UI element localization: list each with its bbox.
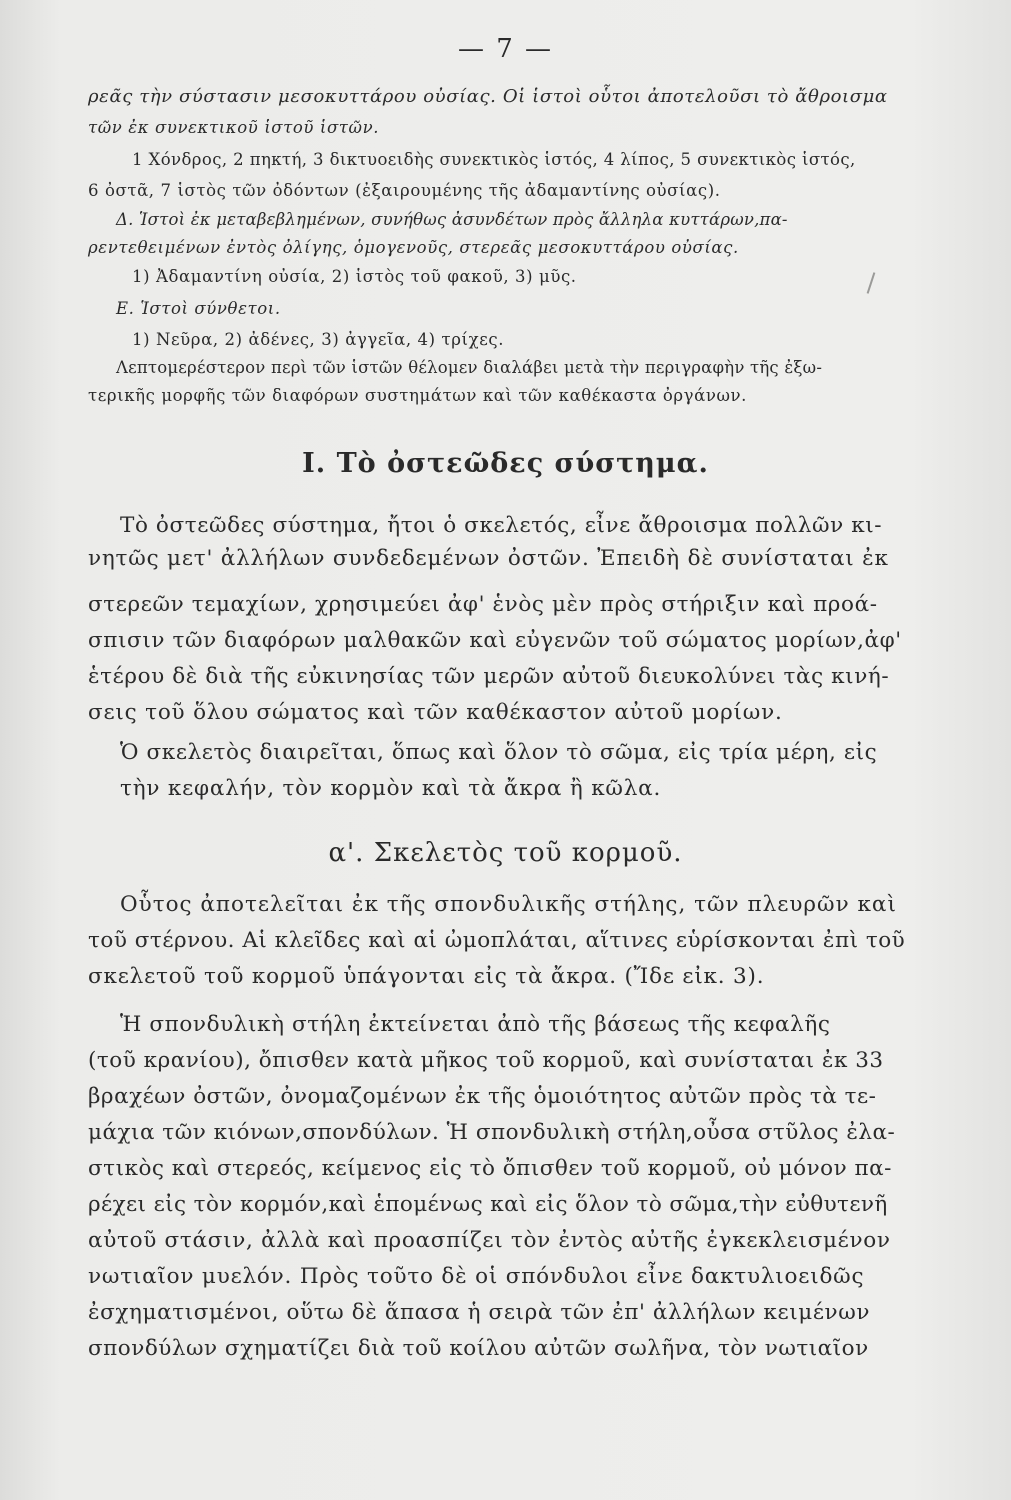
text-line: ἑτέρου δὲ διὰ τῆς εὐκινησίας τῶν μερῶν αὐτοῦ διευκολύνει τὰς κινή- xyxy=(88,664,890,689)
text-line: βραχέων ὀστῶν, ὀνομαζομένων ἐκ τῆς ὁμοιότητος αὐτῶν πρὸς τὰ τε- xyxy=(88,1084,877,1109)
text-line: στικὸς καὶ στερεός, κείμενος εἰς τὸ ὄπισθεν τοῦ κορμοῦ, οὐ μόνον πα- xyxy=(88,1156,892,1181)
text-line: 1) Ἀδαμαντίνη οὐσία, 2) ἱστὸς τοῦ φακοῦ, 3) μῦς. xyxy=(132,267,577,286)
text-line: τῶν ἐκ συνεκτικοῦ ἱστοῦ ἱστῶν. xyxy=(88,118,380,137)
text-line: τὴν κεφαλήν, τὸν κορμὸν καὶ τὰ ἄκρα ἢ κῶλα. xyxy=(120,776,662,801)
text-line: Ε. Ἱστοὶ σύνθετοι. xyxy=(116,299,281,318)
page-number: — 7 — xyxy=(457,34,554,64)
pen-mark xyxy=(867,272,876,294)
text-line: Οὗτος ἀποτελεῖται ἐκ τῆς σπονδυλικῆς στήλης, τῶν πλευρῶν καὶ xyxy=(120,892,897,917)
text-line: Ὁ σκελετὸς διαιρεῖται, ὅπως καὶ ὅλον τὸ σῶμα, εἰς τρία μέρη, εἰς xyxy=(120,740,878,765)
section-heading: I. Τὸ ὀστεῶδες σύστημα. xyxy=(302,448,709,479)
text-line: ἐσχηματισμένοι, οὕτω δὲ ἅπασα ἡ σειρὰ τῶν ἐπ' ἀλλήλων κειμένων xyxy=(88,1300,871,1325)
text-line: σπονδύλων σχηματίζει διὰ τοῦ κοίλου αὐτῶν σωλῆνα, τὸν νωτιαῖον xyxy=(88,1336,869,1361)
text-line: μάχια τῶν κιόνων,σπονδύλων. Ἡ σπονδυλικὴ στήλη,οὖσα στῦλος ἐλα- xyxy=(88,1120,896,1145)
text-line: Τὸ ὀστεῶδες σύστημα, ἤτοι ὁ σκελετός, εἶνε ἄθροισμα πολλῶν κι- xyxy=(120,513,883,538)
subsection-heading: α'. Σκελετὸς τοῦ κορμοῦ. xyxy=(328,838,683,868)
text-line: σπισιν τῶν διαφόρων μαλθακῶν καὶ εὐγενῶν τοῦ σώματος μορίων,ἀφ' xyxy=(88,628,902,653)
text-line: τοῦ στέρνου. Αἱ κλεῖδες καὶ αἱ ὠμοπλάται, αἵτινες εὑρίσκονται ἐπὶ τοῦ xyxy=(88,928,906,953)
text-line: νωτιαῖον μυελόν. Πρὸς τοῦτο δὲ οἱ σπόνδυλοι εἶνε δακτυλιοειδῶς xyxy=(88,1264,865,1289)
text-line: 1) Νεῦρα, 2) ἀδένες, 3) ἀγγεῖα, 4) τρίχες. xyxy=(132,330,505,349)
text-line: σεις τοῦ ὅλου σώματος καὶ τῶν καθέκαστον αὐτοῦ μορίων. xyxy=(88,700,783,725)
text-line: ρεντεθειμένων ἐντὸς ὀλίγης, ὁμογενοῦς, στερεᾶς μεσοκυττάρου οὐσίας. xyxy=(88,238,739,257)
text-line: ρεᾶς τὴν σύστασιν μεσοκυττάρου οὐσίας. Οἱ ἱστοὶ οὗτοι ἀποτελοῦσι τὸ ἄθροισμα xyxy=(88,86,888,107)
text-line: 6 ὀστᾶ, 7 ἱστὸς τῶν ὀδόντων (ἐξαιρουμένης τῆς ἀδαμαντίνης οὐσίας). xyxy=(88,181,721,200)
text-line: ρέχει εἰς τὸν κορμόν,καὶ ἑπομένως καὶ εἰς ὅλον τὸ σῶμα,τὴν εὐθυτενῆ xyxy=(88,1192,888,1217)
text-line: (τοῦ κρανίου), ὄπισθεν κατὰ μῆκος τοῦ κορμοῦ, καὶ συνίσταται ἐκ 33 xyxy=(88,1048,884,1073)
text-line: αὐτοῦ στάσιν, ἀλλὰ καὶ προασπίζει τὸν ἐντὸς αὐτῆς ἐγκεκλεισμένον xyxy=(88,1228,891,1253)
text-line: σκελετοῦ τοῦ κορμοῦ ὑπάγονται εἰς τὰ ἄκρα. (Ἴδε εἰκ. 3). xyxy=(88,964,765,989)
text-line: Ἡ σπονδυλικὴ στήλη ἐκτείνεται ἀπὸ τῆς βάσεως τῆς κεφαλῆς xyxy=(120,1012,831,1037)
text-line: Δ. Ἱστοὶ ἐκ μεταβεβλημένων, συνήθως ἀσυνδέτων πρὸς ἄλληλα κυττάρων,πα- xyxy=(116,210,788,229)
text-line: τερικῆς μορφῆς τῶν διαφόρων συστημάτων καὶ τῶν καθέκαστα ὀργάνων. xyxy=(88,386,748,405)
text-line: Λεπτομερέστερον περὶ τῶν ἱστῶν θέλομεν διαλάβει μετὰ τὴν περιγραφὴν τῆς ἐξω- xyxy=(116,358,823,377)
text-line: νητῶς μετ' ἀλλήλων συνδεδεμένων ὀστῶν. Ἐπειδὴ δὲ συνίσταται ἐκ xyxy=(88,546,889,571)
text-line: 1 Χόνδρος, 2 πηκτή, 3 δικτυοειδὴς συνεκτικὸς ἱστός, 4 λίπος, 5 συνεκτικὸς ἱστός, xyxy=(132,150,856,169)
text-line: στερεῶν τεμαχίων, χρησιμεύει ἀφ' ἑνὸς μὲν πρὸς στήριξιν καὶ προά- xyxy=(88,592,878,617)
